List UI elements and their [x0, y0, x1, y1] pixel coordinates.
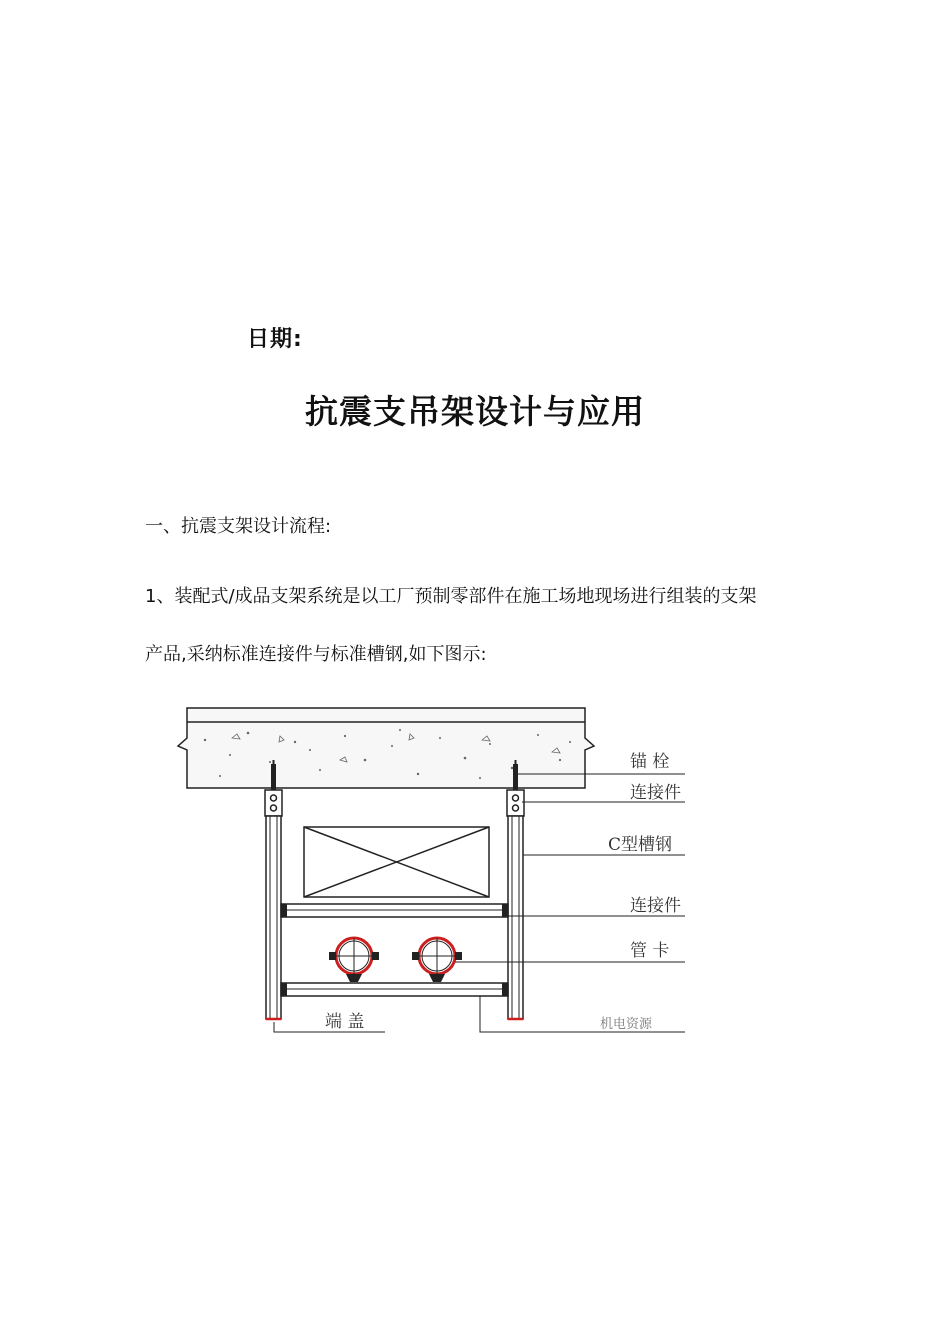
paragraph-line-2: 产品,采纳标准连接件与标准槽钢,如下图示:: [145, 644, 487, 665]
label-pipe-clamp: 管 卡: [630, 941, 670, 961]
pipe-right: [412, 938, 462, 982]
vertical-channel-right: [508, 816, 523, 1019]
label-end-cap: 端 盖: [325, 1012, 365, 1032]
label-connector: 连接件: [630, 896, 681, 916]
concrete-slab: [178, 708, 594, 788]
support-bracket-diagram: [160, 700, 700, 1050]
watermark: 机电资源: [600, 1017, 653, 1032]
label-channel: C型槽钢: [608, 835, 673, 855]
vertical-channel-left: [266, 816, 281, 1019]
top-connector-left: [265, 790, 282, 816]
anchor-bolt-right: [513, 760, 518, 790]
duct-box: [304, 827, 489, 897]
top-connector-right: [507, 790, 524, 816]
document-title: 抗震支吊架设计与应用: [305, 392, 645, 431]
horizontal-channel-lower: [281, 983, 508, 996]
label-anchor: 锚 栓: [630, 752, 670, 772]
section-heading: 一、抗震支架设计流程:: [145, 516, 332, 537]
anchor-bolt-left: [271, 760, 276, 790]
paragraph-line-1: 1、装配式/成品支架系统是以工厂预制零部件在施工场地现场进行组装的支架: [145, 586, 757, 607]
horizontal-channel-upper: [281, 904, 508, 917]
date-label: 日期:: [247, 327, 303, 352]
label-connector-top: 连接件: [630, 783, 681, 803]
pipe-left: [329, 938, 379, 982]
